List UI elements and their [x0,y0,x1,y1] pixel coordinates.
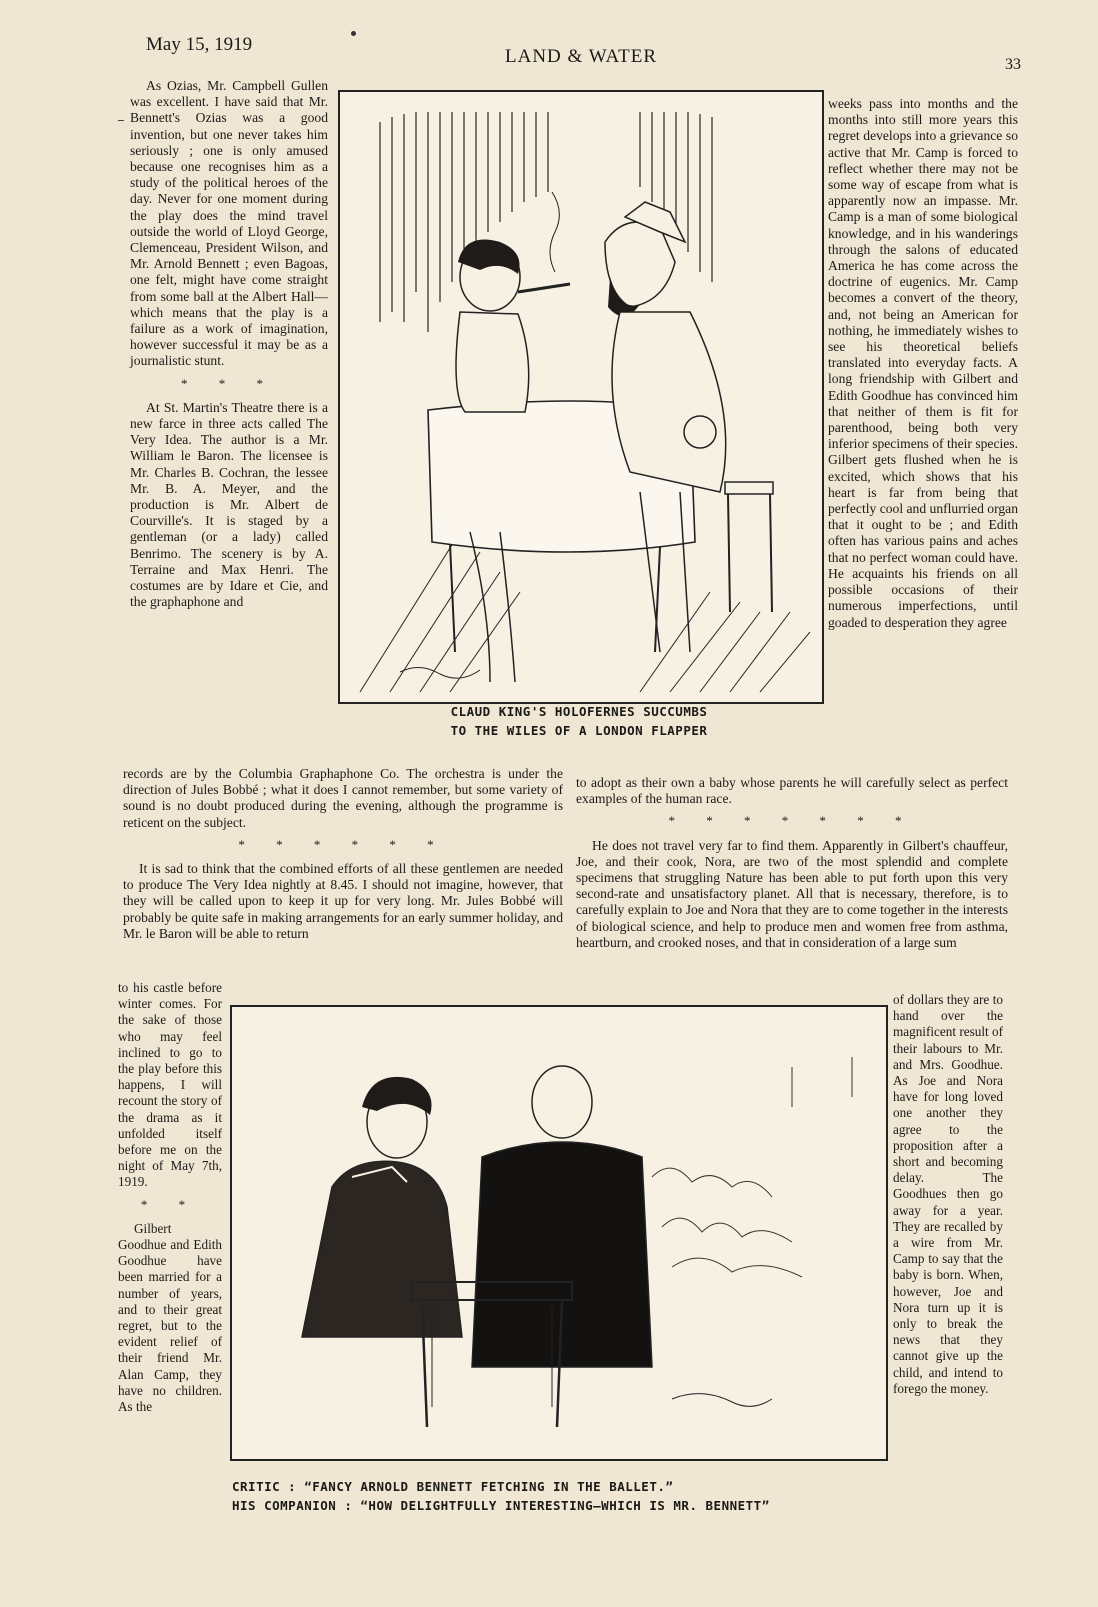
section-divider: * * [140,1196,200,1212]
illustration-caption [232,1477,872,1515]
illustration-drawing [340,92,822,702]
caption-line: HIS COMPANION : “HOW DELIGHTFULLY INTERESTING—WHICH IS MR. BENNETT” [232,1498,770,1513]
section-divider: * * * * * * * [668,813,916,829]
illustration-caption [338,702,820,740]
article-column-right-bottom [893,992,1003,1397]
paragraph: to adopt as their own a baby whose parents he will carefully select as perfect examples of the human race. [576,775,1008,807]
paragraph: weeks pass into months and the months into still more years this regret develops into a grievance so active that Mr. Camp is forced to reflect whether there may not be some way of escape from what is apparently now an impasse. Mr. Camp is a man of some biological knowledge, and in his wanderings through the salons of educated America he has come across the doctrine of eugenics. Mr. Camp becomes a convert of the theory, and, not being an American for nothing, he immediately wishes to see his theoretical beliefs translated into everyday facts. A long friendship with Gilbert and Edith Goodhue has convinced him that neither of them is fit for parenthood, being both very inferior specimens of their species. Gilbert gets flushed when he is excited, which shows that his heart is far from being that perfectly cool and unflurried organ that it ought to be ; and Edith often has various pains and aches that no perfect woman could have. He acquaints his friends on all possible occasions of their numerous imperfections, until goaded to desperation they agree [828,96,1018,630]
article-block-right-middle [576,775,1008,951]
article-column-left-bottom [118,980,222,1415]
paragraph: He does not travel very far to find them. Apparently in Gilbert's chauffeur, Joe, and their cook, Nora, are two of the most splendid and complete specimens that struggling Nature has been able to put forth upon this very second-rate and unsatisfactory planet. All that is necessary, therefore, is to carefully explain to Joe and Nora that they are to come together in the interests of biological science, and help to produce men and women free from asthma, heartburn, and crooked noses, and that in consideration of a large sum [576,837,1008,950]
section-divider: * * * * * * [238,836,448,852]
paragraph: Gilbert Goodhue and Edith Goodhue have been married for a number of years, and to their great regret, but to the evident relief of their friend Mr. Alan Camp, they have no children. As the [118,1220,222,1415]
illustration-drawing [232,1007,886,1459]
caption-line: TO THE WILES OF A LONDON FLAPPER [450,723,708,738]
paragraph: of dollars they are to hand over the magnificent result of their labours to Mr. and Mrs. Goodhue. As Joe and Nora have for long loved one another they agree to the proposition after a short and becoming delay. The Goodhues then go away for a year. They are recalled by a wire from Mr. Camp to say that the baby is born. When, however, Joe and Nora turn up it is only to break the news that they cannot give up the child, and intend to forego the money. [893,992,1003,1396]
caption-line: CLAUD KING'S HOLOFERNES SUCCUMBS [450,704,708,719]
section-divider: * * * [181,375,277,391]
paragraph: At St. Martin's Theatre there is a new farce in three acts called The Very Idea. The author is a Mr. William le Baron. The licensee is Mr. Charles B. Cochran, the lessee Mr. B. A. Meyer, and the production is Mr. Albert de Courville's. It is staged by a gentleman (or a lady) called Benrimo. The scenery is by A. Terraine and Max Henri. The costumes are by Idare et Cie, and the graphaphone and [130,399,328,610]
article-column-right-top [828,96,1018,631]
paragraph: to his castle before winter comes. For the sake of those who may feel inclined to go to the play before this happens, I will recount the story of the drama as it unfolded itself before me on the night of May 7th, 1919. [118,980,222,1190]
illustration-holofernes [338,90,824,704]
issue-date: May 15, 1919 [146,34,253,55]
paragraph: As Ozias, Mr. Campbell Gullen was excellent. I have said that Mr. Bennett's Ozias was a good invention, but one never takes him seriously ; one is only amused because one recognises him as a study of the political heroes of the day. Never for one moment during the play does the mind travel outside the world of Lloyd George, Clemenceau, President Wilson, and Mr. Arnold Bennett ; even Bagoas, one felt, might have come straight from some ball at the Albert Hall—which means that the play is a failure as a work of imagination, however successful it may be as a journalistic stunt. [130,78,328,369]
caption-line: CRITIC : “FANCY ARNOLD BENNETT FETCHING IN THE BALLET.” [232,1479,674,1494]
paragraph: records are by the Columbia Graphaphone Co. The orchestra is under the direction of Jules Bobbé ; what it does I cannot remember, but some variety of sound is no doubt produced during the evening, although the programme is reticent on the subject. [123,766,563,830]
print-mark [118,120,124,121]
page-number: 33 [1005,56,1021,73]
article-column-left-top [130,78,328,611]
paragraph: It is sad to think that the combined efforts of all these gentlemen are needed to produce The Very Idea nightly at 8.45. I should not imagine, however, that they will be called upon to keep it up for very long. Mr. Jules Bobbé will probably be quite safe in making arrangements for an early summer holiday, and Mr. le Baron will be able to return [123,861,563,941]
print-mark [351,31,356,36]
article-block-left-middle [123,766,563,942]
illustration-ballet-critic [230,1005,888,1461]
publication-title: LAND & WATER [505,46,658,67]
